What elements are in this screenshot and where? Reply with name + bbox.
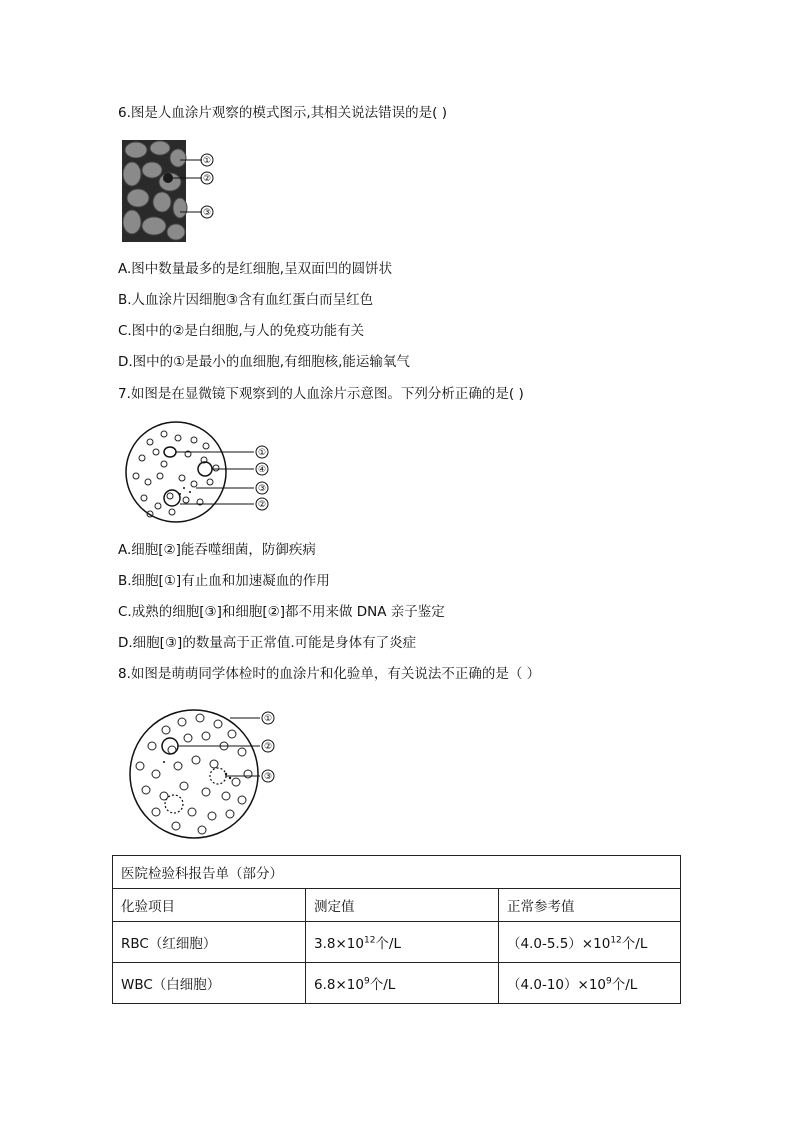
q7-label-3: ③ bbox=[257, 484, 267, 494]
row-item: WBC（白细胞） bbox=[113, 963, 306, 1004]
q6-label-3: ③ bbox=[202, 208, 212, 218]
q7-option-a: A.细胞[②]能吞噬细菌，防御疾病 bbox=[118, 542, 316, 558]
q8-label-2: ② bbox=[263, 742, 273, 752]
q6-option-a: A.图中数量最多的是红细胞,呈双面凹的圆饼状 bbox=[118, 261, 393, 277]
header-item: 化验项目 bbox=[113, 889, 306, 922]
row-value: $3.8\times 10^{12}$个/L bbox=[306, 922, 499, 963]
q6-option-b: B.人血涂片因细胞③含有血红蛋白而呈红色 bbox=[118, 292, 374, 308]
table-row bbox=[113, 922, 681, 963]
q6-option-c: C.图中的②是白细胞,与人的免疫功能有关 bbox=[118, 323, 365, 339]
table-row bbox=[113, 963, 681, 1004]
q8-stem: 8.如图是萌萌同学体检时的血涂片和化验单，有关说法不正确的是（ ） bbox=[118, 666, 541, 682]
q7-label-2: ② bbox=[257, 500, 267, 510]
q8-label-3: ③ bbox=[263, 772, 273, 782]
row-value: $6.8\times 10^9$个/L bbox=[306, 963, 499, 1004]
q7-option-c: C.成熟的细胞[③]和细胞[②]都不用来做 DNA 亲子鉴定 bbox=[118, 604, 445, 620]
q6-stem: 6.图是人血涂片观察的模式图示,其相关说法错误的是( ) bbox=[118, 105, 447, 121]
q6-micrograph bbox=[118, 136, 218, 246]
report-title: 医院检验科报告单（部分） bbox=[113, 856, 681, 889]
q6-option-d: D.图中的①是最小的血细胞,有细胞核,能运输氧气 bbox=[118, 354, 410, 370]
lab-report-table bbox=[112, 855, 681, 1004]
row-reference: $(4.0-10)\times 10^9$个/L bbox=[499, 963, 681, 1004]
white-cell-nucleus bbox=[163, 173, 173, 183]
q8-label-1: ① bbox=[263, 714, 273, 724]
header-reference: 正常参考值 bbox=[499, 889, 681, 922]
q7-stem: 7.如图是在显微镜下观察到的人血涂片示意图。下列分析正确的是( ) bbox=[118, 386, 524, 402]
q6-label-1: ① bbox=[202, 156, 212, 166]
q7-option-b: B.细胞[①]有止血和加速凝血的作用 bbox=[118, 573, 330, 589]
q8-smear-diagram bbox=[126, 704, 286, 844]
q7-label-1: ① bbox=[257, 448, 267, 458]
q6-label-2: ② bbox=[202, 174, 212, 184]
row-item: RBC（红细胞） bbox=[113, 922, 306, 963]
q7-smear-diagram bbox=[120, 418, 280, 528]
row-reference: $(4.0-5.5)\times 10^{12}$个/L bbox=[499, 922, 681, 963]
q7-option-d: D.细胞[③]的数量高于正常值.可能是身体有了炎症 bbox=[118, 635, 417, 651]
q7-label-4: ④ bbox=[257, 465, 267, 475]
header-value: 测定值 bbox=[306, 889, 499, 922]
